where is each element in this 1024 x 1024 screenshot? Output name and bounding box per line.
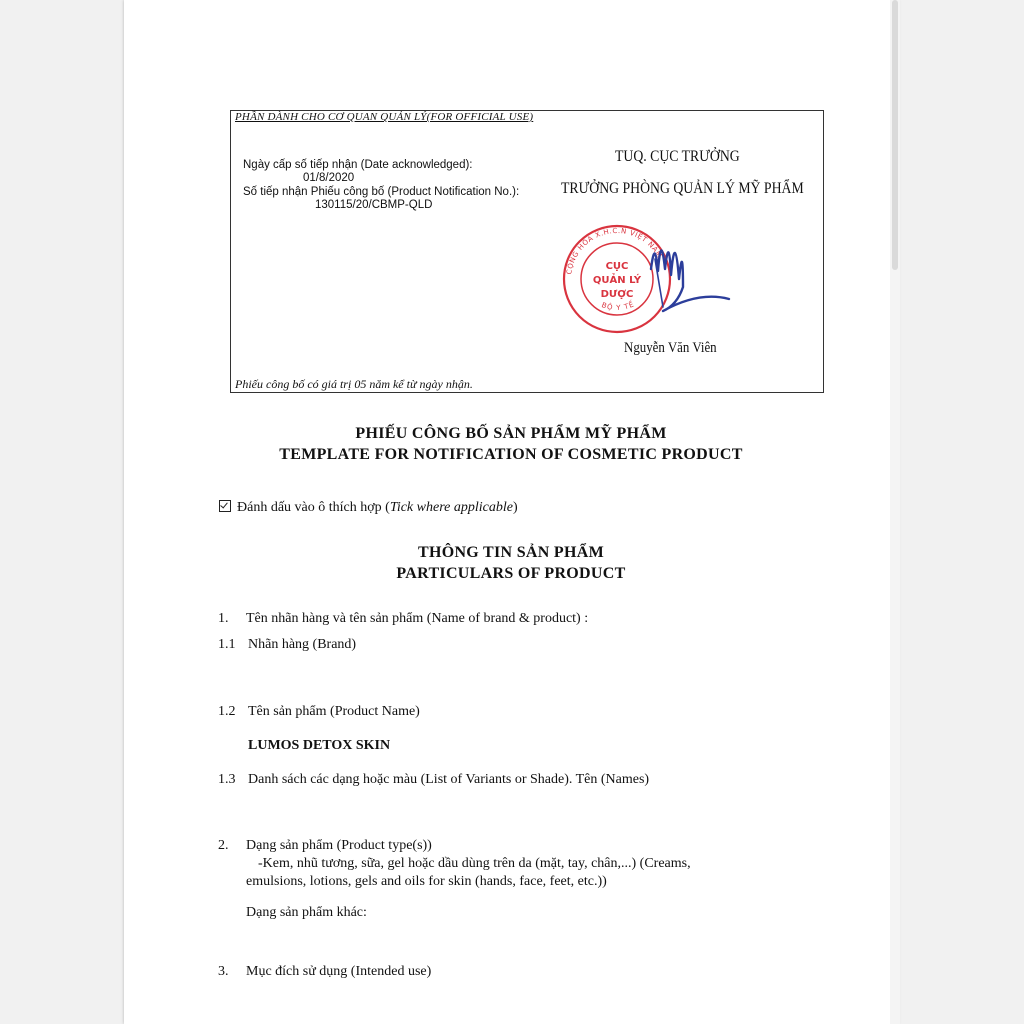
item-2-text: Dạng sản phẩm (Product type(s))	[246, 838, 432, 853]
item-1-3-number: 1.3	[218, 772, 236, 787]
official-use-box	[230, 110, 824, 393]
item-1-number: 1.	[218, 611, 229, 626]
notification-number-label: Số tiếp nhận Phiếu công bố (Product Notification No.):	[243, 186, 520, 198]
tick-instruction-close: )	[512, 500, 518, 515]
stamp-line-1: CỤC	[605, 261, 629, 272]
item-3-text: Mục đích sử dụng (Intended use)	[246, 964, 432, 979]
section-title-en: PARTICULARS OF PRODUCT	[396, 565, 626, 582]
stamp-line-2: QUẢN LÝ	[592, 275, 642, 286]
tick-instruction-italic: Tick where applicable	[389, 500, 513, 515]
tick-instruction-text: Đánh dấu vào ô thích hợp (	[237, 500, 390, 515]
stamp-ring-bottom: BỘ Y TẾ	[600, 300, 636, 313]
signatory-title-1: TUQ. CỤC TRƯỞNG	[615, 148, 740, 165]
item-2-number: 2.	[218, 838, 229, 853]
item-1-1-number: 1.1	[218, 637, 236, 652]
official-stamp	[559, 219, 739, 339]
scrollbar-thumb[interactable]	[892, 0, 898, 270]
date-acknowledged-label: Ngày cấp số tiếp nhận (Date acknowledged):	[243, 159, 473, 171]
item-2-subtext-1: -Kem, nhũ tương, sữa, gel hoặc dầu dùng trên da (mặt, tay, chân,...) (Creams,	[258, 856, 691, 871]
item-1-2-number: 1.2	[218, 704, 236, 719]
notification-number-value: 130115/20/CBMP-QLD	[315, 199, 433, 211]
checked-box-icon	[219, 500, 231, 512]
item-2-subtext-2: emulsions, lotions, gels and oils for skin (hands, face, feet, etc.))	[246, 874, 607, 889]
product-name-value: LUMOS DETOX SKIN	[248, 738, 391, 753]
date-acknowledged-value: 01/8/2020	[303, 172, 355, 184]
svg-text:BỘ Y TẾ	[600, 298, 635, 312]
signatory-title-2: TRƯỞNG PHÒNG QUẢN LÝ MỸ PHẨM	[561, 180, 804, 197]
document-page	[124, 0, 898, 1024]
stamp-ring-top: CỘNG HÒA X.H.C.N VIỆT NAM	[565, 226, 664, 275]
item-1-1-text: Nhãn hàng (Brand)	[248, 637, 357, 652]
tick-instruction	[219, 500, 518, 516]
stamp-seal	[564, 226, 670, 332]
item-1-text: Tên nhãn hàng và tên sản phẩm (Name of brand & product) :	[246, 611, 589, 626]
official-use-title: PHẦN DÀNH CHO CƠ QUAN QUẢN LÝ(FOR OFFICIAL USE)	[235, 111, 534, 123]
document-title-en: TEMPLATE FOR NOTIFICATION OF COSMETIC PRODUCT	[279, 446, 743, 463]
validity-note: Phiếu công bố có giá trị 05 năm kể từ ngày nhận.	[235, 377, 473, 391]
item-2-other: Dạng sản phẩm khác:	[246, 905, 367, 920]
stamp-line-3: DƯỢC	[600, 289, 634, 300]
item-1-2-text: Tên sản phẩm (Product Name)	[248, 704, 420, 719]
item-1-3-text: Danh sách các dạng hoặc màu (List of Variants or Shade). Tên (Names)	[248, 772, 650, 787]
item-3-number: 3.	[218, 964, 229, 979]
document-title-vn: PHIẾU CÔNG BỐ SẢN PHẨM MỸ PHẨM	[355, 425, 667, 442]
signer-name: Nguyễn Văn Viên	[624, 340, 717, 356]
section-title-vn: THÔNG TIN SẢN PHẨM	[417, 544, 604, 561]
